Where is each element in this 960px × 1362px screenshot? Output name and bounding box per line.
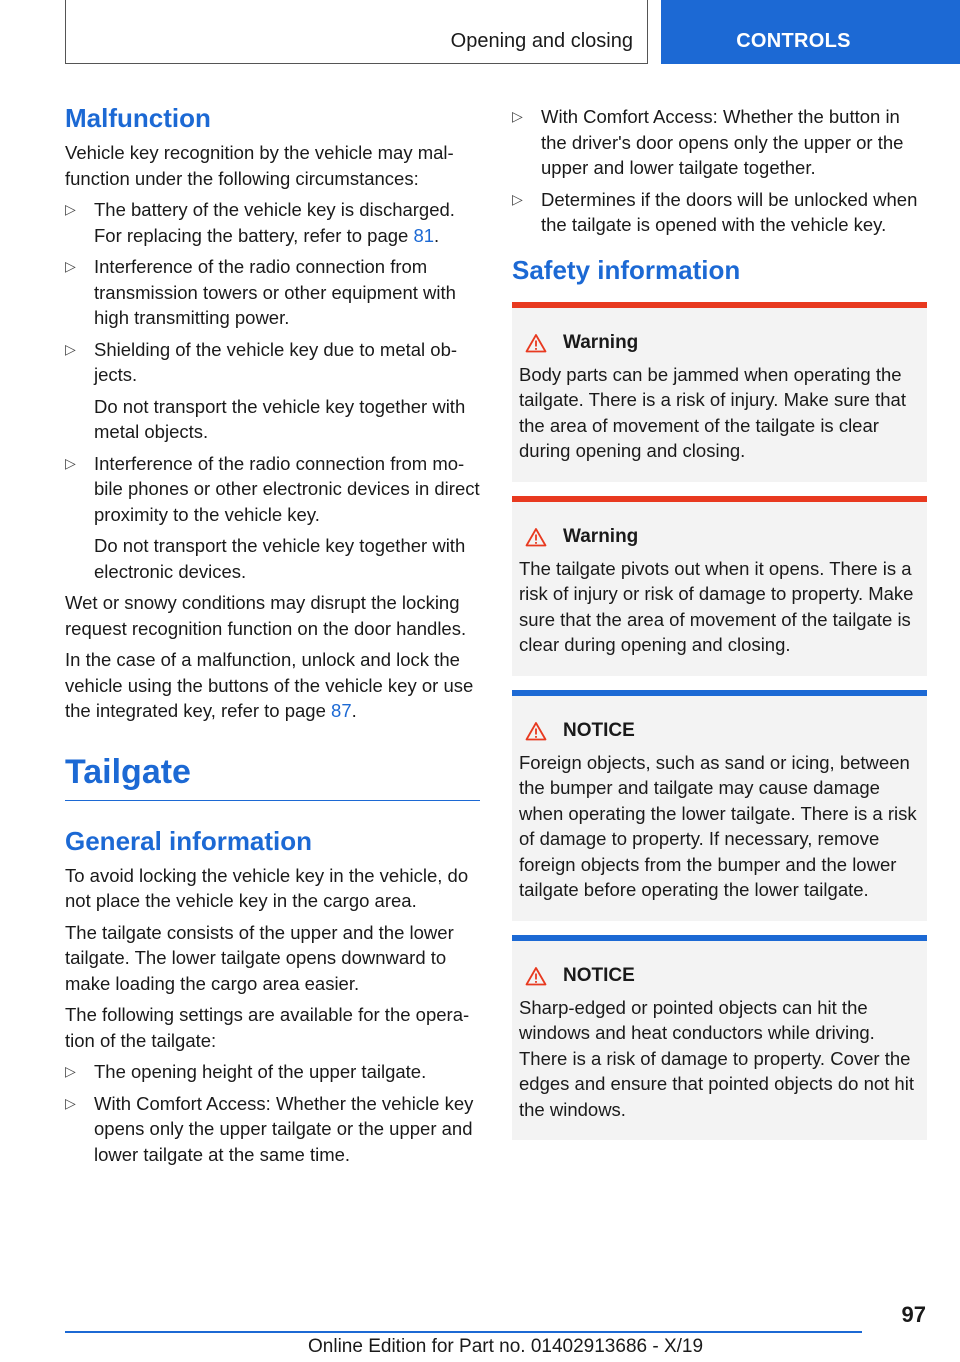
triangle-right-icon: ▷ [65,1094,76,1111]
warning-header [519,524,921,550]
notice-box [512,690,927,921]
warning-text: The tailgate pivots out when it opens. There is a risk of injury or risk of damage to property. Make sure that the area of movement of the tailgate is clear during opening and closing. [519,557,914,655]
bullet-text: The battery of the vehicle key is discharged. For replacing the battery, refer to page [94,199,455,246]
header-box [65,0,648,64]
triangle-right-icon: ▷ [65,1063,76,1079]
bullet-subtext: Do not transport the vehicle key together with electronic devices. [94,535,466,582]
page-number: 97 [901,1302,926,1327]
warning-title: Warning [563,331,639,353]
header-section-title: Opening and closing [450,30,633,52]
warning-box [512,302,927,482]
header-chapter-label: CONTROLS [736,30,851,52]
list-item [65,337,480,445]
warning-triangle-icon [525,721,547,741]
settings-list [65,1059,480,1167]
list-item [65,1091,480,1168]
right-column [512,104,927,1140]
settings-list-continued [512,104,927,238]
footer-divider [65,1331,862,1333]
bullet-text: The opening height of the upper tailgate. [94,1061,427,1082]
wet-conditions-paragraph: Wet or snowy conditions may disrupt the locking request recognition function on the door handles. [65,592,467,639]
header-chapter-tab[interactable] [661,0,960,64]
bullet-subtext: Do not transport the vehicle key together with metal objects. [94,395,466,442]
triangle-right-icon: ▷ [512,108,523,124]
triangle-right-icon: ▷ [512,190,523,207]
warning-title: Warning [563,525,639,547]
warning-triangle-icon [525,966,547,986]
warning-box [512,496,927,676]
list-item [65,254,480,331]
notice-header [519,963,921,989]
notice-text: Foreign objects, such as sand or icing, between the bumper and tailgate may cause damage when operating the lower tailgate. There is a risk of damage to property. If necessary, remove foreign objects from the bumper and the lower tailgate before operating the lower tailgate. [519,751,917,900]
triangle-right-icon: ▷ [65,454,76,471]
list-item [512,187,927,238]
bullet-text: With Comfort Access: Whether the button in the driver's door opens only the upper or the upper and lower tailgate together. [541,106,904,178]
general-paragraph-1: To avoid locking the vehicle key in the vehicle, do not place the vehicle key in the cargo area. [65,864,469,911]
notice-title: NOTICE [563,719,635,741]
notice-header [519,718,921,744]
triangle-right-icon: ▷ [65,258,76,274]
malfunction-case-paragraph [65,647,480,724]
bullet-text: With Comfort Access: Whether the vehicle key opens only the upper tailgate or the upper and lower tailgate at the same time. [94,1092,474,1165]
warning-header [519,330,921,356]
notice-title: NOTICE [563,964,635,986]
triangle-right-icon: ▷ [65,340,76,357]
notice-text: Sharp-edged or pointed objects can hit the windows and heat conductors while driving. There is a risk of damage to property. Cover the edges and ensure that pointed objects do not hit the windows. [519,996,914,1120]
warning-text: Body parts can be jammed when operating the tailgate. There is a risk of injury. Make sure that the area of movement of the tailgate is clear during opening and closing. [519,363,906,461]
list-item [512,104,927,181]
warning-triangle-icon [525,527,547,547]
general-information-heading: General information [65,825,313,856]
tailgate-heading: Tailgate [65,750,480,801]
warning-triangle-icon [525,333,547,353]
list-item [65,451,480,585]
bullet-text-after: . [434,224,440,246]
paragraph-text: In the case of a malfunction, unlock and lock the vehicle using the buttons of the vehicle key or use the integrated key, refer to page [65,649,474,721]
general-paragraph-2: The tailgate consists of the upper and the lower tailgate. The lower tailgate opens downward to make loading the cargo area easier. [65,921,454,994]
page-link[interactable]: 87 [331,700,352,721]
paragraph-text-after: . [351,700,357,721]
left-column [65,100,480,1173]
list-item [65,1059,480,1085]
safety-information-heading: Safety information [512,254,741,285]
general-paragraph-3: The following settings are available for the operation of the tailgate: [65,1004,470,1051]
list-item [65,197,480,248]
triangle-right-icon: ▷ [65,201,76,217]
malfunction-intro: Vehicle key recognition by the vehicle may malfunction under the following circumstances: [65,142,454,189]
bullet-text: Interference of the radio connection from transmission towers or other equipment with high transmitting power. [94,256,456,328]
notice-box [512,935,927,1141]
footer-edition: Online Edition for Part no. 01402913686 - X/19 [308,1336,704,1357]
bullet-text: Interference of the radio connection from mobile phones or other electronic devices in direct proximity to the vehicle key. [94,452,480,525]
page-link[interactable]: 81 [413,224,435,246]
bullet-text: Determines if the doors will be unlocked when the tailgate is opened with the vehicle key. [541,188,918,235]
malfunction-heading: Malfunction [65,103,211,133]
bullet-text: Shielding of the vehicle key due to metal objects. [94,338,458,385]
malfunction-list [65,197,480,584]
